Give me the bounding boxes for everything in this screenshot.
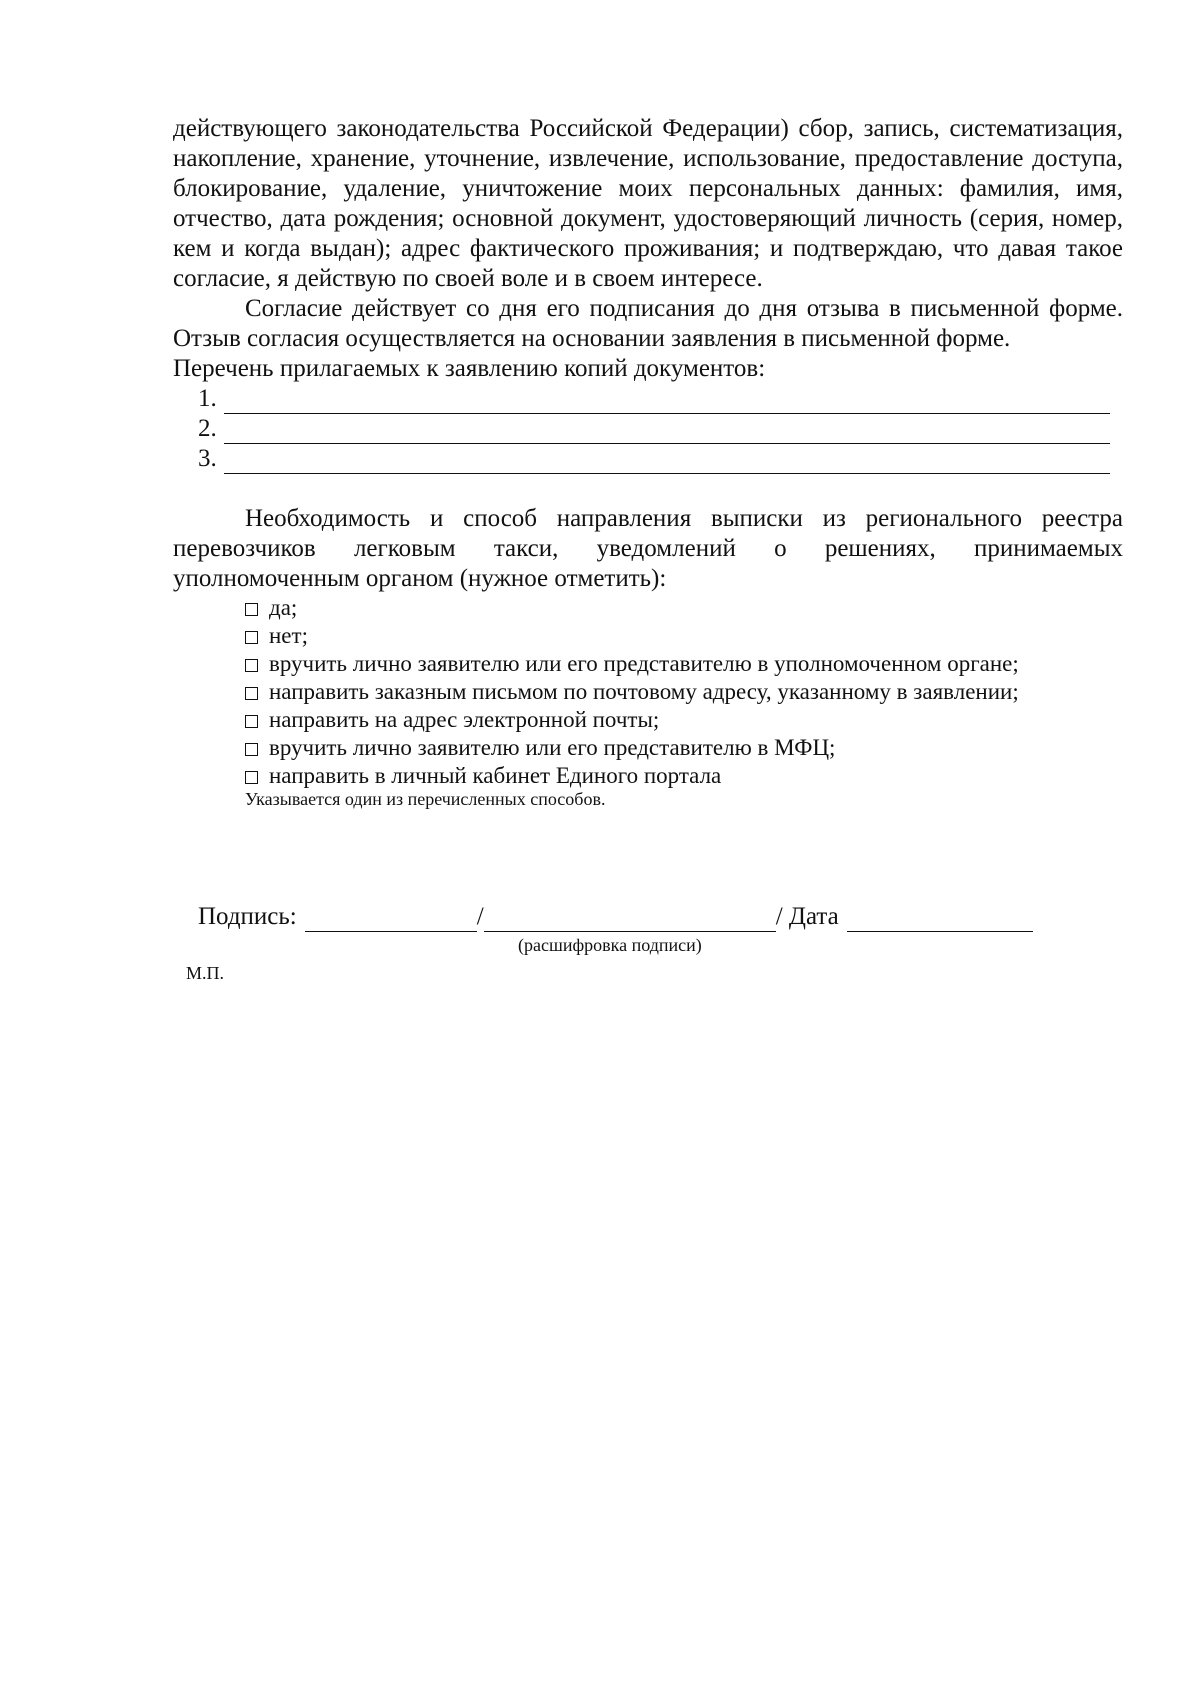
document-body (173, 114, 1123, 810)
document-item (173, 414, 1123, 444)
date-label: / Дата (775, 903, 839, 930)
checkbox-icon[interactable] (245, 631, 258, 644)
checkbox-icon[interactable] (245, 771, 258, 784)
delivery-option[interactable] (245, 594, 1123, 622)
document-item-number: 3. (198, 445, 217, 472)
document-blank-line[interactable] (224, 421, 1110, 444)
delivery-note: Указывается один из перечисленных способов. (245, 789, 606, 809)
checkbox-icon[interactable] (245, 603, 258, 616)
consent-paragraph: действующего законодательства Российской Федерации) сбор, запись, систематизация, накопление, хранение, уточнение, извлечение, использование, предоставление доступа, блокирование, удаление, уничтожение моих персональных данных: фамилия, имя, отчество, дата рождения; основной документ, удостоверяющий личность (серия, номер, кем и когда выдан); адрес фактического проживания; и подтверждаю, что давая такое согласие, я действую по своей воле и в своем интересе. (173, 115, 1123, 292)
document-item-number: 2. (198, 415, 217, 442)
signature-separator: / (476, 903, 484, 930)
document-blank-line[interactable] (224, 391, 1110, 414)
delivery-option[interactable] (245, 622, 1123, 650)
delivery-option-label: вручить лично заявителю или его представителю в МФЦ; (269, 735, 836, 760)
checkbox-icon[interactable] (245, 687, 258, 700)
stamp-label: М.П. (186, 963, 225, 983)
date-blank-line[interactable] (847, 907, 1033, 932)
delivery-option[interactable] (245, 678, 1123, 706)
delivery-options-list (173, 594, 1123, 790)
delivery-option[interactable] (245, 650, 1123, 678)
spacer (173, 474, 1123, 504)
signature-row (198, 902, 1033, 932)
consent-validity-paragraph: Согласие действует со дня его подписания до дня отзыва в письменной форме. Отзыв согласия осуществляется на основании заявления в письменной форме. (173, 295, 1123, 352)
delivery-option-label: да; (269, 595, 298, 620)
delivery-option[interactable] (245, 734, 1123, 762)
signature-label: Подпись: (198, 903, 297, 930)
document-blank-line[interactable] (224, 451, 1110, 474)
delivery-option-label: направить на адрес электронной почты; (269, 707, 660, 732)
checkbox-icon[interactable] (245, 743, 258, 756)
checkbox-icon[interactable] (245, 715, 258, 728)
signature-blank-line[interactable] (305, 907, 477, 932)
delivery-option[interactable] (245, 706, 1123, 734)
delivery-option-label: нет; (269, 623, 308, 648)
delivery-option-label: направить заказным письмом по почтовому адресу, указанному в заявлении; (269, 679, 1019, 704)
documents-heading: Перечень прилагаемых к заявлению копий документов: (173, 355, 766, 382)
delivery-option-label: направить в личный кабинет Единого портала (269, 763, 722, 788)
delivery-option[interactable] (245, 762, 1123, 790)
checkbox-icon[interactable] (245, 659, 258, 672)
signature-decode-caption: (расшифровка подписи) (518, 935, 702, 955)
documents-list (173, 384, 1123, 474)
signature-decode-blank-line[interactable] (484, 907, 776, 932)
document-item (173, 444, 1123, 474)
document-item-number: 1. (198, 385, 217, 412)
delivery-intro-paragraph: Необходимость и способ направления выписки из регионального реестра перевозчиков легковым такси, уведомлений о решениях, принимаемых уполномоченным органом (нужное отметить): (173, 505, 1123, 592)
delivery-option-label: вручить лично заявителю или его представителю в уполномоченном органе; (269, 651, 1019, 676)
document-item (173, 384, 1123, 414)
